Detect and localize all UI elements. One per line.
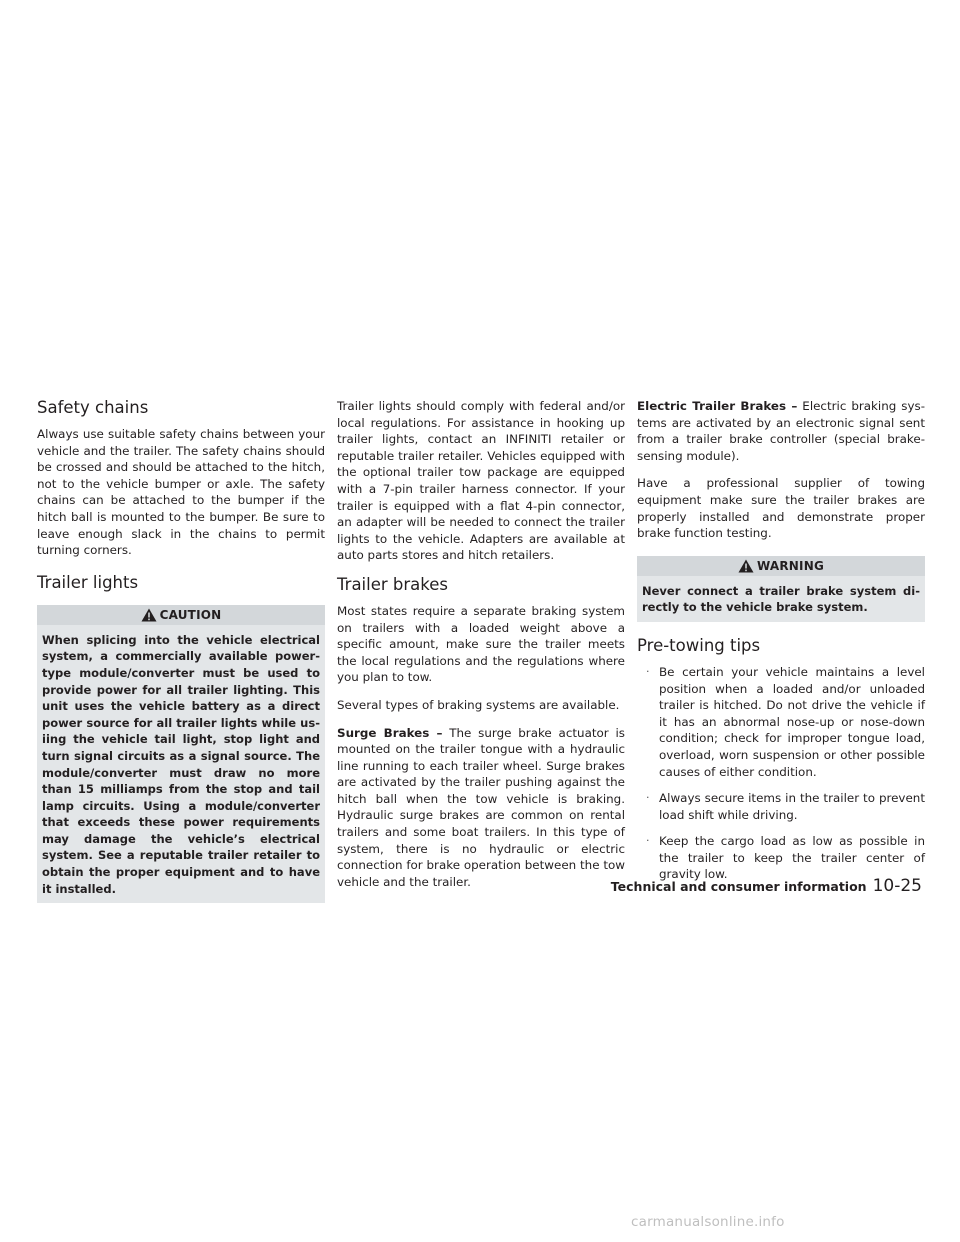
tip-text: Always secure items in the trailer to prevent load shift while driving. [659,791,925,822]
middle-column [337,398,625,901]
warning-text: Never connect a trailer brake system directly to the vehicle brake system. [642,583,920,615]
section-title: Technical and consumer information [610,879,867,894]
pre-towing-tips-heading: Pre-towing tips [637,635,761,655]
surge-brakes-text: The surge brake actuator is mounted on the trailer tongue with a hydraulic line running to each trailer wheel. Surge brakes are activated by the trailer pushing against the hitch ball when the tow vehicle is braking. Hydraulic surge brakes are common on rental trailers and some boat trailers. In this type of system, there is no hydraulic or electric connection for brake operation between the tow vehicle and the trailer. [337,725,626,889]
page-footer [611,876,922,896]
list-item [637,790,925,823]
bullet-icon: · [646,664,650,678]
watermark: carmanualsonline.info [631,1214,785,1230]
list-item [637,664,925,780]
warning-header [637,556,925,576]
electric-brakes-paragraph [637,398,925,464]
bullet-icon: · [646,834,650,848]
trailer-brakes-paragraph-2: Several types of braking systems are available. [337,697,620,712]
caution-text: When splicing into the vehicle electrical system, a commercially available power-type module/converter must be used to provide power for all trailer lighting. This unit uses the vehicle battery as a direct power source for all trailer lights while usiing the vehicle tail light, stop light and turn signal circuits as a signal source. The module/converter must draw no more than 15 milliamps from the stop and tail lamp circuits. Using a module/converter that exceeds these power requirements may damage the vehicle’s electrical system. See a reputable trailer retailer to obtain the proper equipment and to have it installed. [42,632,320,896]
right-column [637,398,925,893]
electric-brakes-label: Electric Trailer Brakes – [637,399,798,413]
left-column [37,398,325,903]
trailer-lights-heading: Trailer lights [37,572,139,592]
safety-chains-paragraph: Always use suitable safety chains between your vehicle and the trailer. The safety chains should be crossed and should be attached to the hitch, not to the vehicle bumper or axle. The safety chains can be attached to the bumper if the hitch ball is mounted to the bumper. Be sure to leave enough slack in the chains to permit turning corners. [37,427,325,558]
tip-text: Be certain your vehicle maintains a level position when a loaded and/or unloaded trailer is hitched. Do not drive the vehicle if it has an abnormal nose-up or nose-down condition; check for improper tongue load, overload, worn suspension or other possible causes of either condition. [659,664,925,779]
caution-box [37,605,325,904]
electric-brakes-text: Electric braking systems are activated by an electronic signal sent from a trailer brake controller (special brake-sensing module). [637,399,925,463]
caution-header [37,605,325,625]
supplier-paragraph: Have a professional supplier of towing equipment make sure the trailer brakes are properly installed and demonstrate proper brake function testing. [637,476,925,541]
surge-brakes-paragraph [337,725,625,891]
warning-title: WARNING [756,558,825,573]
trailer-lights-paragraph: Trailer lights should comply with federal and/or local regulations. For assistance in hooking up trailer lights, contact an INFINITI retailer or reputable trailer retailer. Vehicles equipped with the optional trailer tow package are equipped with a 7-pin trailer harness connector. If your trailer is equipped with a flat 4-pin connector, an adapter will be needed to connect the trailer lights to the vehicle. Adapters are available at auto parts stores and hitch retailers. [337,399,625,563]
tip-text: Keep the cargo load as low as possible in the trailer to keep the trailer center of gravity low. [659,834,925,882]
trailer-brakes-heading: Trailer brakes [337,574,448,594]
warning-triangle-icon [738,559,754,573]
page-number: 10-25 [872,876,922,896]
warning-box [637,556,925,622]
trailer-brakes-paragraph-1: Most states require a separate braking system on trailers with a loaded weight above a specific amount, make sure the trailer meets the local regulations and the regulations where you plan to tow. [337,603,625,685]
pre-towing-tips-list [637,664,925,883]
warning-triangle-icon [141,608,157,622]
surge-brakes-label: Surge Brakes – [337,725,443,740]
bullet-icon: · [646,791,650,805]
safety-chains-heading: Safety chains [37,398,149,417]
caution-title: CAUTION [159,607,222,622]
